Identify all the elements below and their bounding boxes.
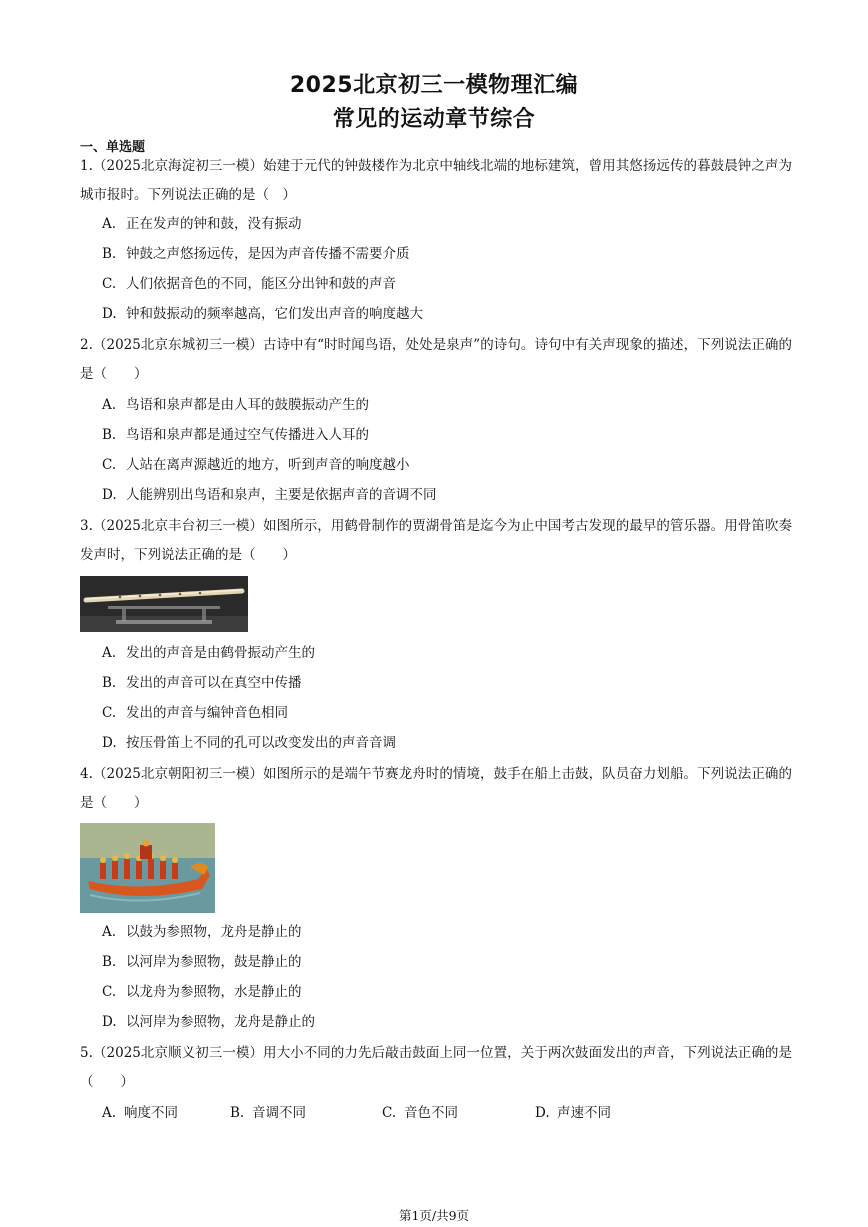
dragon-boat-image [80, 823, 215, 913]
question-1-option-b: B. 钟鼓之声悠扬远传，是因为声音传播不需要介质 [102, 246, 410, 262]
question-4-option-d: D. 以河岸为参照物，龙舟是静止的 [102, 1014, 315, 1030]
bone-flute-image [80, 576, 248, 632]
question-5-option-b: B. 音调不同 [230, 1105, 306, 1121]
question-3-option-c: C. 发出的声音与编钟音色相同 [102, 705, 288, 721]
document-title: 2025北京初三一模物理汇编 [289, 73, 579, 98]
question-3-option-a: A. 发出的声音是由鹤骨振动产生的 [102, 645, 315, 661]
question-2-option-a: A. 鸟语和泉声都是由人耳的鼓膜振动产生的 [102, 397, 369, 413]
question-4-option-c: C. 以龙舟为参照物，水是静止的 [102, 984, 302, 1000]
question-1-option-d: D. 钟和鼓振动的频率越高，它们发出声音的响度越大 [102, 306, 423, 322]
question-5-option-a: A. 响度不同 [102, 1105, 178, 1121]
question-5-stem: 5.（2025北京顺义初三一模）用大小不同的力先后敲击鼓面上同一位置，关于两次鼓面发出的声音，下列说法正确的是（ ） [80, 1045, 792, 1090]
question-3-stem: 3.（2025北京丰台初三一模）如图所示，用鹤骨制作的贾湖骨笛是迄今为止中国考古发现的最早的管乐器。用骨笛吹奏发声时，下列说法正确的是（ ） [80, 518, 792, 563]
question-2-option-b: B. 鸟语和泉声都是通过空气传播进入人耳的 [102, 427, 369, 443]
question-1-stem: 1.（2025北京海淀初三一模）始建于元代的钟鼓楼作为北京中轴线北端的地标建筑，曾用其悠扬远传的暮鼓晨钟之声为城市报时。下列说法正确的是（ ） [80, 158, 792, 203]
question-3-option-d: D. 按压骨笛上不同的孔可以改变发出的声音音调 [102, 735, 396, 751]
question-5-option-d: D. 声速不同 [535, 1105, 611, 1121]
question-2-stem: 2.（2025北京东城初三一模）古诗中有“时时闻鸟语，处处是泉声”的诗句。诗句中有关声现象的描述，下列说法正确的是（ ） [80, 337, 792, 382]
question-4-option-a: A. 以鼓为参照物，龙舟是静止的 [102, 924, 302, 940]
question-5-option-c: C. 音色不同 [382, 1105, 458, 1121]
question-2-option-d: D. 人能辨别出鸟语和泉声，主要是依据声音的音调不同 [102, 487, 437, 503]
question-1-option-c: C. 人们依据音色的不同，能区分出钟和鼓的声音 [102, 276, 396, 292]
page-footer: 第1页/共9页 [398, 1208, 470, 1223]
section-heading: 一、单选题 [80, 140, 146, 155]
document-subtitle: 常见的运动章节综合 [332, 107, 536, 132]
question-1-option-a: A. 正在发声的钟和鼓，没有振动 [102, 216, 302, 232]
question-4-option-b: B. 以河岸为参照物，鼓是静止的 [102, 954, 302, 970]
question-2-option-c: C. 人站在离声源越近的地方，听到声音的响度越小 [102, 457, 410, 473]
question-4-stem: 4.（2025北京朝阳初三一模）如图所示的是端午节赛龙舟时的情境，鼓手在船上击鼓，队员奋力划船。下列说法正确的是（ ） [80, 766, 792, 811]
question-3-option-b: B. 发出的声音可以在真空中传播 [102, 675, 302, 691]
